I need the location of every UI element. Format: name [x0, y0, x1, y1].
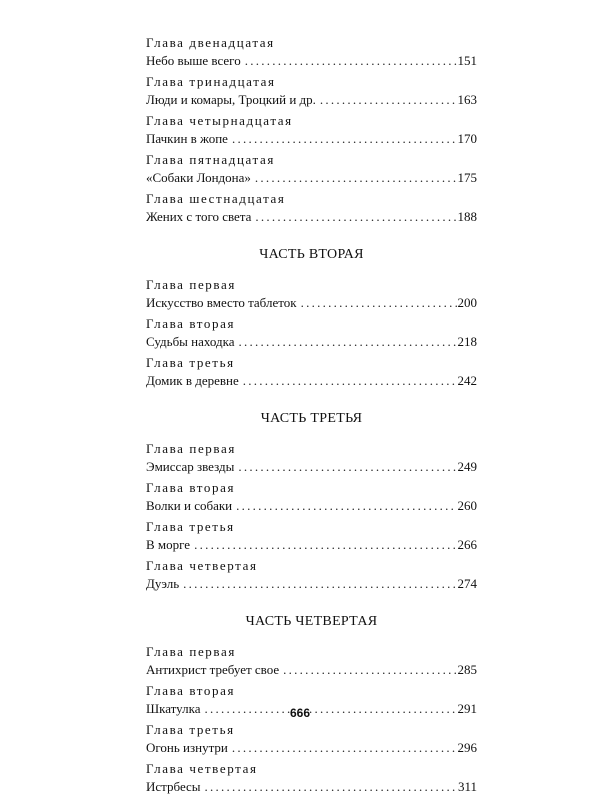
- toc-section: [146, 410, 477, 593]
- chapter-title: Судьбы находка: [146, 334, 235, 349]
- dot-leader: [238, 458, 456, 476]
- toc-line: [146, 294, 477, 312]
- dot-leader: [255, 208, 456, 226]
- toc-section: [146, 246, 477, 390]
- chapter-title: Волки и собаки: [146, 498, 233, 513]
- dot-leader: [245, 52, 457, 70]
- chapter-label: Глава двенадцатая: [146, 35, 275, 50]
- chapter-title: Жених с того света: [146, 209, 252, 224]
- dot-leader: [232, 130, 457, 148]
- toc-entry: [146, 190, 477, 226]
- page-ref: 151: [457, 53, 477, 68]
- chapter-label: Глава четырнадцатая: [146, 113, 293, 128]
- dot-leader: [205, 778, 457, 796]
- toc-line: [146, 739, 477, 757]
- page-ref: 260: [457, 498, 477, 513]
- page-number: 666: [289, 706, 311, 720]
- toc-line: [146, 208, 477, 226]
- toc-entry: [146, 315, 477, 351]
- toc-line: [146, 52, 477, 70]
- page-ref: 163: [457, 92, 477, 107]
- chapter-title: Истрбесы: [146, 779, 201, 794]
- part-heading: ЧАСТЬ ТРЕТЬЯ: [260, 411, 363, 426]
- chapter-title: Небо выше всего: [146, 53, 241, 68]
- chapter-label: Глава четвертая: [146, 558, 258, 573]
- dot-leader: [194, 536, 456, 554]
- toc-entry: [146, 479, 477, 515]
- chapter-label: Глава шестнадцатая: [146, 191, 286, 206]
- chapter-label: Глава первая: [146, 644, 236, 659]
- toc-line: [146, 778, 477, 796]
- dot-leader: [183, 575, 456, 593]
- chapter-title: Пачкин в жопе: [146, 131, 228, 146]
- toc-line: [146, 497, 477, 515]
- chapter-label: Глава третья: [146, 519, 235, 534]
- toc-line: [146, 372, 477, 390]
- toc-line: [146, 130, 477, 148]
- dot-leader: [239, 333, 457, 351]
- chapter-label: Глава тринадцатая: [146, 74, 276, 89]
- chapter-label: Глава третья: [146, 355, 235, 370]
- toc-line: [146, 169, 477, 187]
- toc-entry: [146, 518, 477, 554]
- dot-leader: [320, 91, 457, 109]
- dot-leader: [283, 661, 456, 679]
- toc-entry: [146, 440, 477, 476]
- chapter-label: Глава первая: [146, 441, 236, 456]
- page-ref: 285: [457, 662, 477, 677]
- toc-line: [146, 91, 477, 109]
- toc-line: [146, 661, 477, 679]
- part-heading: ЧАСТЬ ВТОРАЯ: [259, 247, 364, 262]
- toc-line: [146, 458, 477, 476]
- chapter-title: Огонь изнутри: [146, 740, 228, 755]
- page-ref: 170: [457, 131, 477, 146]
- chapter-title: Искусство вместо таблеток: [146, 295, 297, 310]
- toc-entry: [146, 276, 477, 312]
- chapter-label: Глава вторая: [146, 683, 236, 698]
- toc-entry: [146, 557, 477, 593]
- chapter-label: Глава четвертая: [146, 761, 258, 776]
- page-ref: 188: [457, 209, 477, 224]
- page-ref: 311: [457, 779, 477, 794]
- chapter-title: Антихрист требует свое: [146, 662, 280, 677]
- toc-entry: [146, 151, 477, 187]
- toc-entry: [146, 354, 477, 390]
- dot-leader: [236, 497, 456, 515]
- dot-leader: [255, 169, 457, 187]
- page-ref: 175: [457, 170, 477, 185]
- chapter-title: «Собаки Лондона»: [146, 170, 251, 185]
- dot-leader: [243, 372, 457, 390]
- toc-line: [146, 575, 477, 593]
- page-ref: 249: [457, 459, 477, 474]
- toc-entry: [146, 34, 477, 70]
- chapter-title: Шкатулка: [146, 701, 201, 716]
- page-ref: 266: [457, 537, 477, 552]
- toc-entry: [146, 721, 477, 757]
- page-ref: 274: [457, 576, 477, 591]
- toc-line: [146, 333, 477, 351]
- chapter-title: Дуэль: [146, 576, 180, 591]
- toc-section: [146, 34, 477, 226]
- chapter-label: Глава вторая: [146, 480, 236, 495]
- page-ref: 291: [457, 701, 477, 716]
- chapter-title: Люди и комары, Троцкий и др.: [146, 92, 316, 107]
- toc-section: [146, 613, 477, 796]
- page-ref: 242: [457, 373, 477, 388]
- chapter-label: Глава вторая: [146, 316, 236, 331]
- page-ref: 200: [457, 295, 477, 310]
- toc-entry: [146, 73, 477, 109]
- toc-entry: [146, 112, 477, 148]
- page-ref: 296: [457, 740, 477, 755]
- page-ref: 218: [457, 334, 477, 349]
- chapter-label: Глава пятнадцатая: [146, 152, 275, 167]
- chapter-label: Глава первая: [146, 277, 236, 292]
- toc-entry: [146, 760, 477, 796]
- toc-line: [146, 536, 477, 554]
- dot-leader: [301, 294, 457, 312]
- toc-entry: [146, 643, 477, 679]
- dot-leader: [232, 739, 457, 757]
- chapter-label: Глава третья: [146, 722, 235, 737]
- chapter-title: Домик в деревне: [146, 373, 239, 388]
- chapter-title: В морге: [146, 537, 191, 552]
- table-of-contents: [146, 34, 477, 799]
- chapter-title: Эмиссар звезды: [146, 459, 235, 474]
- part-heading: ЧАСТЬ ЧЕТВЕРТАЯ: [245, 614, 378, 629]
